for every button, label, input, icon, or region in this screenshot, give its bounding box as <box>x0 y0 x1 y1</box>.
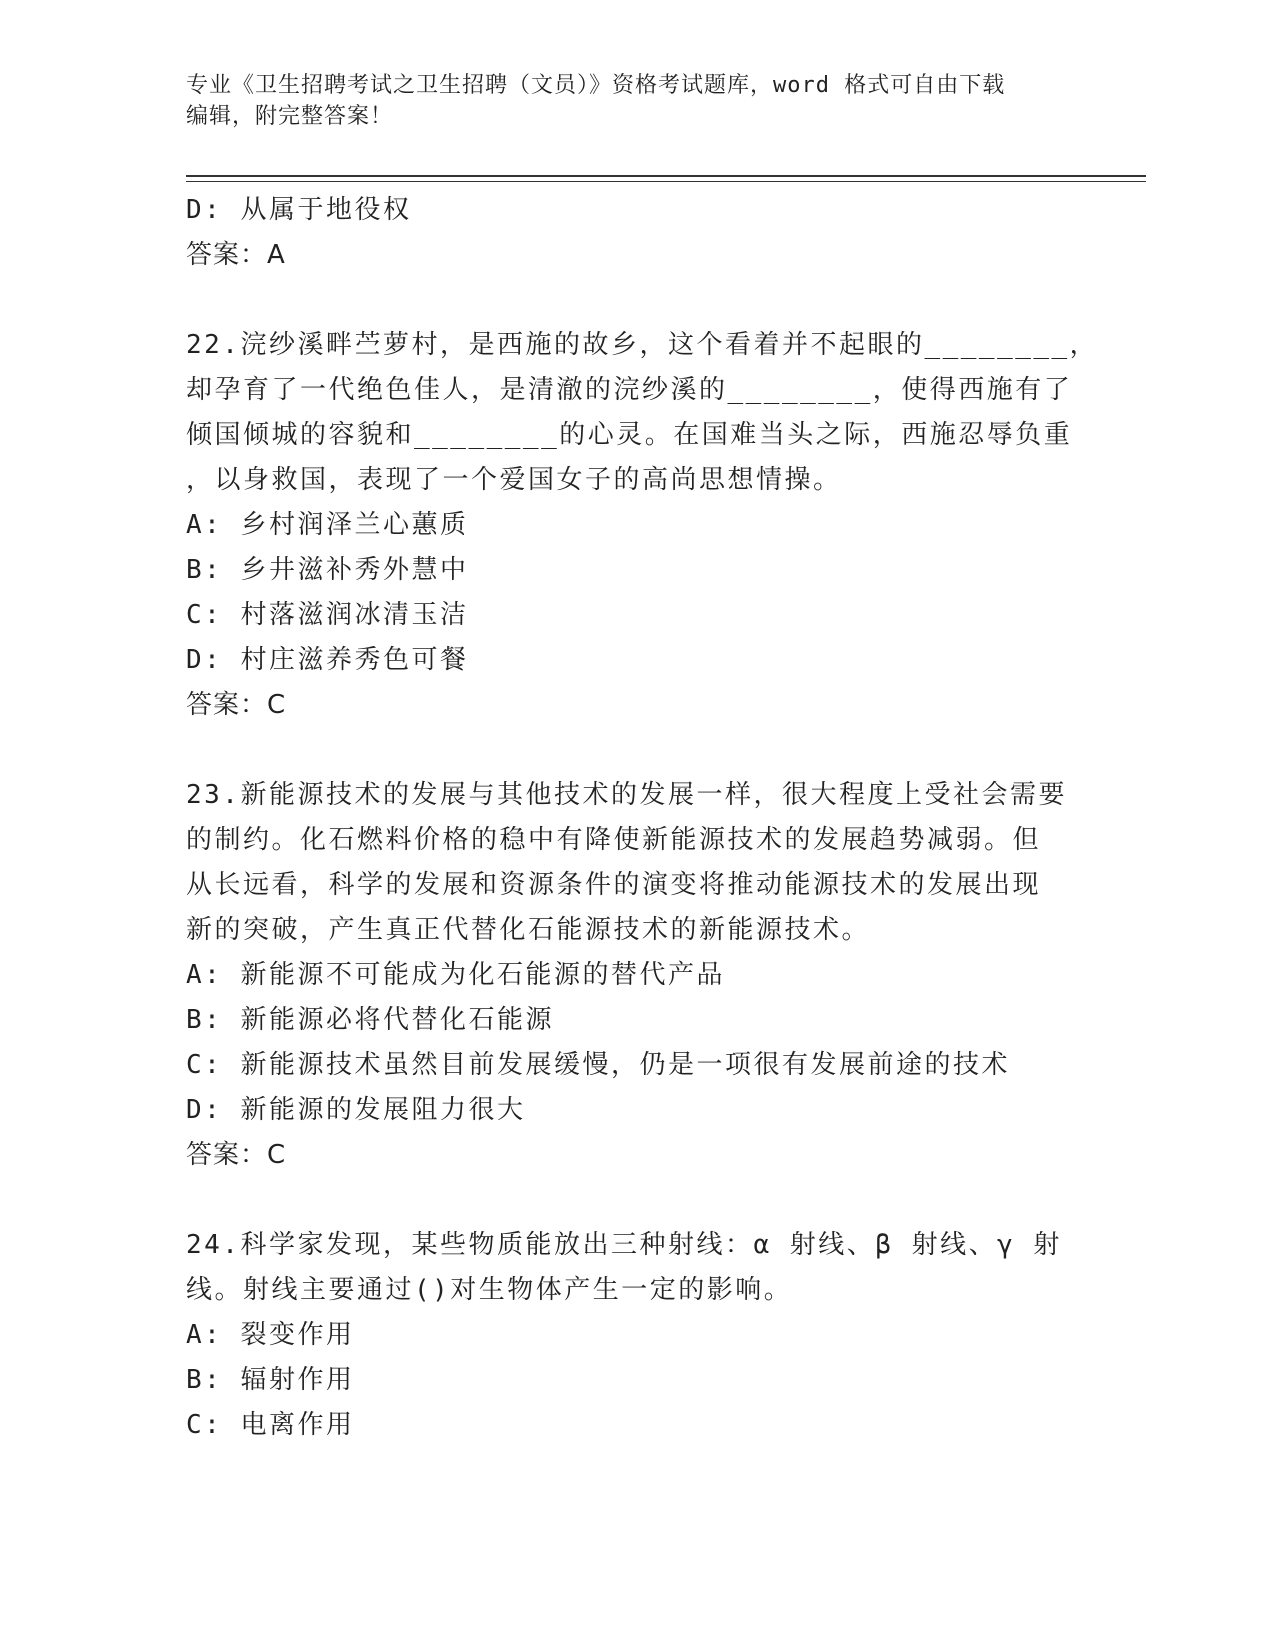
option-d: D: 村庄滋养秀色可餐 <box>186 645 469 675</box>
option-d: D: 新能源的发展阻力很大 <box>186 1095 526 1125</box>
question-text: 24.科学家发现，某些物质能放出三种射线：α 射线、β 射线、γ 射 <box>186 1230 1062 1260</box>
option-c: C: 村落滋润冰清玉洁 <box>186 600 469 630</box>
spacer <box>186 728 1066 773</box>
header-rule-thick <box>186 175 1146 177</box>
header-line: 专业《卫生招聘考试之卫生招聘（文员）》资格考试题库，word 格式可自由下载 <box>186 73 1006 98</box>
question-text: 的制约。化石燃料价格的稳中有降使新能源技术的发展趋势减弱。但 <box>186 825 1042 855</box>
option-b: B: 乡井滋补秀外慧中 <box>186 555 469 585</box>
document-header <box>186 70 1066 132</box>
question-text: 从长远看，科学的发展和资源条件的演变将推动能源技术的发展出现 <box>186 870 1042 900</box>
spacer <box>186 1178 1066 1223</box>
header-line: 编辑，附完整答案！ <box>186 104 394 129</box>
option-a: A: 新能源不可能成为化石能源的替代产品 <box>186 960 725 990</box>
question-text: 22.浣纱溪畔苎萝村，是西施的故乡，这个看着并不起眼的________， <box>186 330 1099 360</box>
option-a: A: 裂变作用 <box>186 1320 355 1350</box>
question-text: 倾国倾城的容貌和________的心灵。在国难当头之际，西施忍辱负重 <box>186 420 1073 450</box>
document-body <box>186 188 1099 1448</box>
question-text: 23.新能源技术的发展与其他技术的发展一样，很大程度上受社会需要 <box>186 780 1067 810</box>
option-c: C: 新能源技术虽然目前发展缓慢，仍是一项很有发展前途的技术 <box>186 1050 1010 1080</box>
option-a: A: 乡村润泽兰心蕙质 <box>186 510 469 540</box>
question-text: 线。射线主要通过()对生物体产生一定的影响。 <box>186 1275 793 1305</box>
question-24 <box>186 1223 1066 1448</box>
answer-line: 答案：C <box>186 1140 287 1170</box>
question-text: 却孕育了一代绝色佳人，是清澈的浣纱溪的________，使得西施有了 <box>186 375 1073 405</box>
question-text: 新的突破，产生真正代替化石能源技术的新能源技术。 <box>186 915 871 945</box>
spacer <box>186 278 1066 323</box>
question-22 <box>186 323 1099 728</box>
option-b: B: 辐射作用 <box>186 1365 355 1395</box>
question-23 <box>186 773 1066 1178</box>
option-b: B: 新能源必将代替化石能源 <box>186 1005 554 1035</box>
header-rule-thin <box>186 181 1146 182</box>
option-d: D: 从属于地役权 <box>186 195 412 225</box>
option-c: C: 电离作用 <box>186 1410 355 1440</box>
question-text: ，以身救国，表现了一个爱国女子的高尚思想情操。 <box>186 465 842 495</box>
answer-line: 答案：C <box>186 690 287 720</box>
answer-line: 答案：A <box>186 240 286 270</box>
